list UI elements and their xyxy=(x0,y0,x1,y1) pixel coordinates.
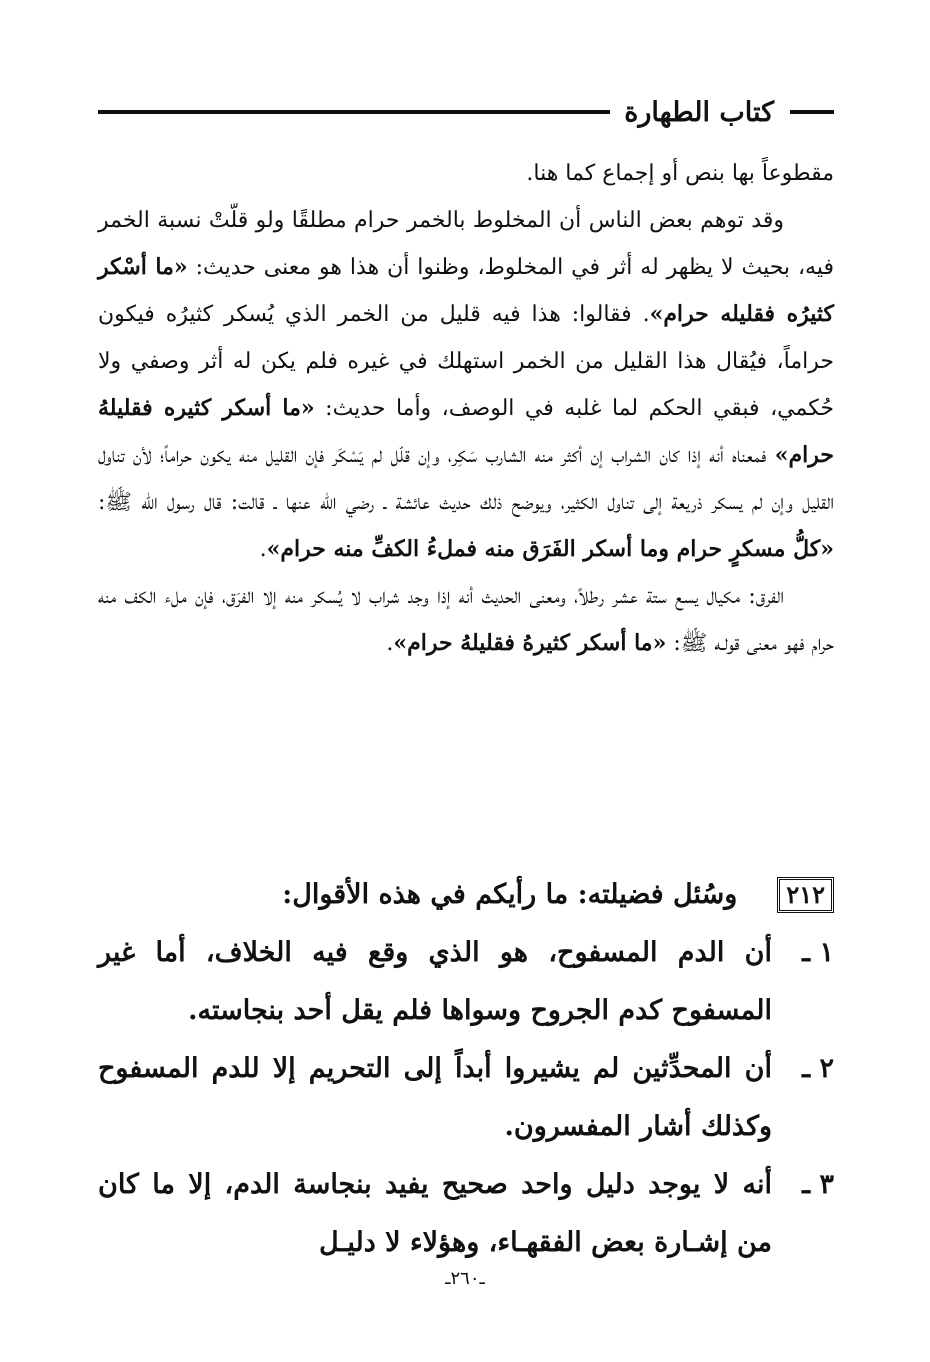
chapter-title: كتاب الطهارة xyxy=(624,96,774,128)
hadith-quote-1: «ما أسْكر كثيرُه فقليله حرام» xyxy=(98,254,834,327)
paragraph-2 xyxy=(98,197,834,573)
question-heading xyxy=(98,866,834,924)
paragraph-2-part-c: فمعناه أنه إذا كان الشراب إن أكثر منه الشارب سَكِر، وإن قلّل لم يَسْكَر فإن القليل منه يكون حراماً؛ لأن تناول القليل وإن لم يسكر ذريعة إلى تناول الكثير، ويوضح ذلك حديث عائشة ـ رضي الله عنها ـ قالت: قال رسول الله ﷺ: xyxy=(98,443,834,515)
paragraph-3-part-a: الفرق: مكيال يسع ستة عشر رطلاً، ومعنى الحديث أنه إذا وجد شراب لا يُسكر منه إلا الفرَق، فإن ملء الكف منه حرام فهو معنى قولـه ﷺ: xyxy=(98,584,834,656)
hadith-quote-4: «ما أسكر كثيرهُ فقليلهُ حرام» xyxy=(393,630,667,656)
question-intro: وسُئل فضيلته: ما رأيكم في هذه الأقوال: xyxy=(282,879,738,910)
list-item-number: ٢ ـ xyxy=(802,1053,834,1084)
header-dash xyxy=(790,110,834,114)
list-item-text: أنه لا يوجد دليل واحد صحيح يفيد بنجاسة الدم، إلا ما كان من إشـارة بعض الفقهـاء، وهؤلاء لا دليـل xyxy=(98,1169,772,1258)
paragraph-1: مقطوعاً بها بنص أو إجماع كما هنا. xyxy=(526,161,834,186)
question-number-badge: ٢١٢ xyxy=(777,877,834,913)
page-number: ـ٢٦٠ـ xyxy=(445,1268,485,1289)
list-item-text: أن الدم المسفوح، هو الذي وقع فيه الخلاف، أما غير المسفوح كدم الجروح وسواها فلم يقل أحد بنجاسته. xyxy=(98,937,772,1026)
paragraph-3 xyxy=(98,573,834,667)
hadith-quote-3: «كلُّ مسكرٍ حرام وما أسكر الفَرَق منه فملءُ الكفِّ منه حرام» xyxy=(266,536,834,562)
list-item xyxy=(98,1040,834,1156)
header-rule xyxy=(98,110,610,114)
page-header xyxy=(98,92,834,132)
question-section xyxy=(98,866,834,1272)
list-item xyxy=(98,1156,834,1272)
list-item-number: ٣ ـ xyxy=(802,1169,834,1200)
paragraph-2-part-a: وقد توهم بعض الناس أن المخلوط بالخمر حرام مطلقًا ولو قلّتْ نسبة الخمر فيه، بحيث لا يظهر له أثر في المخلوط، وظنوا أن هذا هو معنى حديث: xyxy=(98,208,834,280)
paragraph-3-part-b: . xyxy=(386,631,394,656)
list-item-number: ١ ـ xyxy=(802,937,834,968)
paragraph-2-part-d: . xyxy=(259,537,267,562)
paragraph-2-part-b: . فقالوا: هذا فيه قليل من الخمر الذي يُسكر كثيرُه فيكون حراماً، فيُقال هذا القليل من الخمر استهلك في غيره فلم يكن له أثر وصفي ولا حُكمي، فبقي الحكم لما غلبه في الوصف، وأما حديث: xyxy=(98,302,834,421)
list-item xyxy=(98,924,834,1040)
list-item-text: أن المحدِّثين لم يشيروا أبداً إلى التحريم إلا للدم المسفوح وكذلك أشار المفسرون. xyxy=(98,1053,772,1142)
body-text xyxy=(98,150,834,667)
hadith-quote-2: «ما أسكر كثيره فقليلهُ حرام» xyxy=(98,395,834,468)
